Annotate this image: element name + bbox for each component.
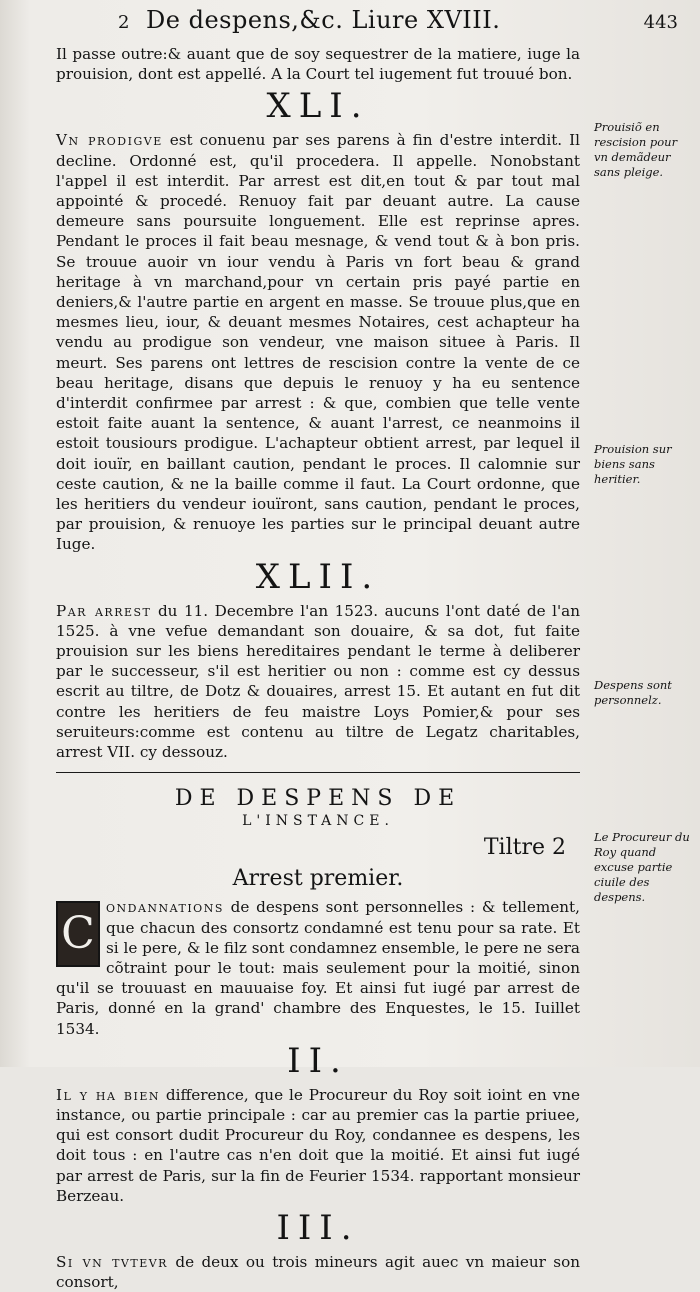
arrest-premier-text: de despens sont personnelles : & tellement, que chacun des consortz condamné est tenu pour sa rate. Et si le pere, & le filz sont condamnez ensemble, le pere ne sera cõtraint pour le tout: mais seulement pour la moitié, sinon qu'il se trouuast en mauuaise foy. Et ainsi fut iugé par arrest de Paris, donné en la grand' chambre des Enquestes, le 15. Iuillet 1534. — [56, 898, 580, 1038]
intro-paragraph: Il passe outre:& auant que de soy sequestrer de la matiere, iuge la prouision, dont est appellé. A la Court tel iugement fut trouué bon. — [56, 45, 580, 84]
section-number-xli: XLI. — [266, 86, 370, 127]
arrest-premier-paragraph — [56, 897, 580, 1038]
main-text-column — [56, 44, 580, 1292]
running-title: De despens,&c. Liure XVIII. — [146, 6, 501, 34]
section-xlii-opening: Par arrest — [56, 601, 152, 620]
section-iii-paragraph — [56, 1252, 580, 1292]
tiltre-row — [56, 831, 580, 865]
chapter-title: DE DESPENS DE — [174, 786, 462, 812]
section-number-xlii: XLII. — [255, 556, 381, 597]
margin-note-xlii: Prouision sur biens sans heritier. — [594, 442, 672, 486]
ornamental-initial: C — [56, 901, 100, 967]
section-number-iii: III. — [276, 1207, 360, 1248]
section-xli-text: est conuenu par ses parens à fin d'estre interdit. Il decline. Ordonné est, qu'il procedera. Il appelle. Nonobstant l'appel il est interdit. Par arrest est dit,en tout & par tout mal appointé & procedé. Renuoy fait par deuant autre. La cause demeure sans poursuite longuement. Elle est reprinse apres. Pendant le proces il fait beau mesnage, & vend tout & à bon pris. Se trouue auoir vn iour vendu à Paris vn fort beau & grand heritage à vn marchand,pour vn certain pris payé partie en deniers,& l'autre partie en argent en masse. Se trouue plus,que en mesmes lieu, iour, & deuant mesmes Notaires, cest achapteur ha vendu au prodigue son vendeur, vne maison situee à Paris. Il meurt. Ses parens ont lettres de rescision contre la vente de ce beau heritage, disans que depuis le renuoy y ha eu sentence d'interdit confirmee par arrest : & que, combien que telle vente estoit faite auant la sentence, & auant l'arrest, ce neanmoins il estoit tousiours prodigue. L'achapteur obtient arrest, par lequel il doit iouïr, en baillant caution, pendant le proces. Il calomnie sur ceste caution, & ne la baille comme il faut. La Court ordonne, que les heritiers du vendeur iouïront, sans caution, pendant le proces, par prouision, & renuoye les parties sur le principal deuant autre Iuge. — [56, 131, 580, 554]
section-ii-text: difference, que le Procureur du Roy soit ioint en vne instance, ou partie principale : car au premier cas la partie priuee, qui est consort dudit Procureur du Roy, condannee es despens, les doit tous : en l'autre cas n'en doit que la moitié. Et ainsi fut iugé par arrest de Paris, sur la fin de Feurier 1534. rapportant monsieur Berzeau. — [56, 1085, 581, 1205]
chapter-subtitle: L'INSTANCE. — [242, 813, 394, 830]
arrest-premier-opening: ondannations — [106, 898, 224, 917]
section-xli-paragraph — [56, 130, 580, 554]
section-divider — [56, 772, 580, 773]
tiltre-label: Tiltre 2 — [483, 835, 566, 861]
section-ii-paragraph — [56, 1085, 580, 1206]
running-header — [118, 4, 678, 36]
section-number-ii: II. — [287, 1040, 349, 1081]
section-xli-opening: Vn prodigve — [56, 131, 163, 150]
section-iii-text: de deux ou trois mineurs agit auec vn maieur son consort, — [56, 1252, 580, 1292]
margin-note-xli: Prouisiõ en rescision pour vn demãdeur sans pleige. — [594, 120, 678, 179]
section-xlii-paragraph — [56, 601, 580, 763]
page-number-left: 2 — [118, 12, 130, 33]
margin-note-ii: Le Procureur du Roy quand excuse partie ciuile des despens. — [594, 830, 690, 904]
arrest-heading: Arrest premier. — [232, 866, 404, 892]
page-number-right: 443 — [643, 12, 678, 33]
section-ii-opening: Il y ha bien — [56, 1085, 160, 1104]
section-iii-opening: Si vn tvtevr — [56, 1252, 168, 1271]
margin-note-arrest-premier: Despens sont personnelz. — [594, 678, 672, 707]
section-xlii-text: du 11. Decembre l'an 1523. aucuns l'ont daté de l'an 1525. à vne vefue demandant son douaire, & sa dot, fut faite prouision sur les biens hereditaires pendant le terme à deliberer par le successeur, s'il est heritier ou non : comme est cy dessus escrit au tiltre, de Dotz & douaires, arrest 15. Et autant en fut dit contre les heritiers de feu maistre Loys Pomier,& pour ses seruiteurs:comme est contenu au tiltre de Legatz charitables, arrest VII. cy dessouz. — [56, 601, 580, 762]
